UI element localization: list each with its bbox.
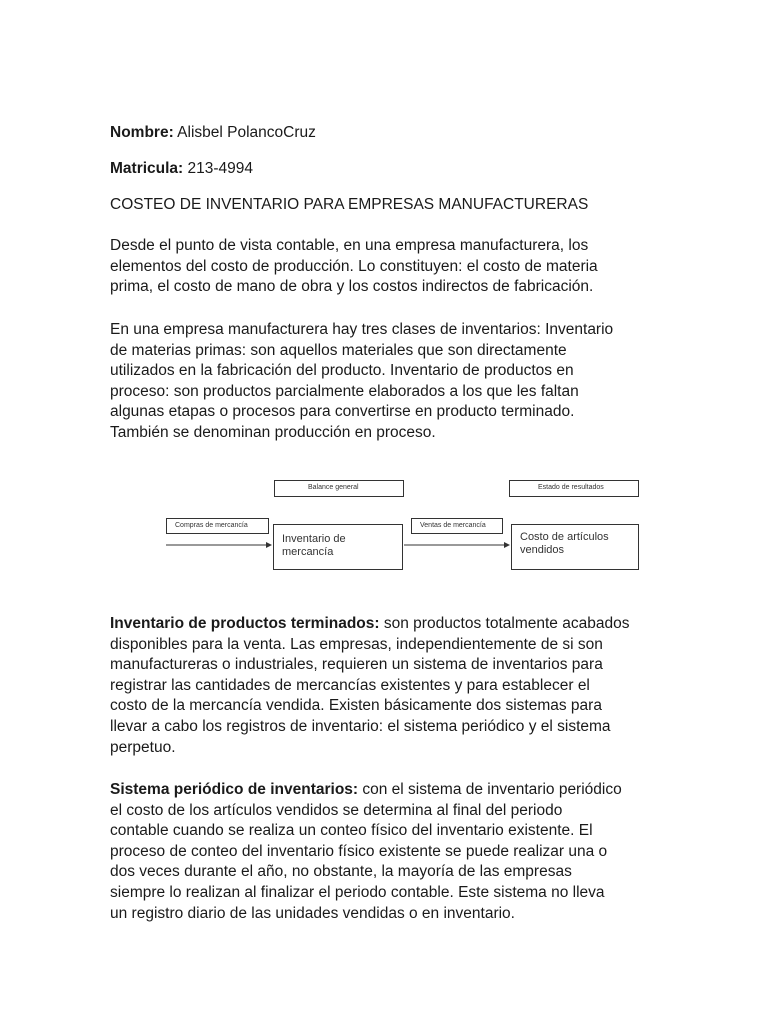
document-title: COSTEO DE INVENTARIO PARA EMPRESAS MANUFACTURERAS [110,196,589,213]
compras-label: Compras de mercancía [175,522,248,529]
paragraph-4 [110,780,670,924]
paragraph-line: En una empresa manufacturera hay tres clases de inventarios: Inventario [110,321,614,338]
costo-label-line-1: Costo de artículos [520,531,609,543]
paragraph-4-line-1: con el sistema de inventario periódico [358,781,622,798]
estado-resultados-label: Estado de resultados [538,484,604,491]
matricula-value: 213-4994 [183,160,254,177]
paragraph-line [110,614,670,635]
paragraph-line: un registro diario de las unidades vendidas o en inventario. [110,904,515,922]
matricula-line [110,160,253,178]
paragraph-3-line-1: son productos totalmente acabados [379,615,630,632]
paragraph-line: proceso: son productos parcialmente elaborados a los que les faltan [110,382,579,400]
paragraph-line: contable cuando se realiza un conteo físico del inventario existente. El [110,822,593,840]
costo-label-line-2: vendidos [520,544,565,556]
paragraph-2 [110,320,670,444]
paragraph-3-label: Inventario de productos terminados: [110,615,380,632]
paragraph-line: llevar a cabo los registros de inventario: el sistema periódico y el sistema [110,717,611,735]
inventario-label-line-1: Inventario de [282,533,346,545]
name-line [110,124,316,142]
matricula-label: Matricula: [110,160,184,177]
paragraph-line: dos veces durante el año, no obstante, la mayoría de las empresas [110,863,572,881]
inventory-flow-diagram [163,472,643,582]
paragraph-4-label: Sistema periódico de inventarios: [110,781,359,798]
inventario-label-line-2: mercancía [282,546,334,558]
name-label: Nombre: [110,124,174,141]
paragraph-line: disponibles para la venta. Las empresas, independientemente de si son [110,635,603,653]
ventas-label: Ventas de mercancía [420,522,486,529]
paragraph-line: proceso de conteo del inventario físico existente se puede realizar una o [110,842,608,860]
paragraph-line: También se denominan producción en proceso. [110,423,436,441]
flow-arrows [163,472,643,582]
paragraph-line [110,780,670,801]
paragraph-line: prima, el costo de mano de obra y los costos indirectos de fabricación. [110,278,594,296]
paragraph-line: siempre lo realizan al finalizar el periodo contable. Este sistema no lleva [110,883,605,901]
paragraph-line: algunas etapas o procesos para convertirse en producto terminado. [110,403,575,421]
name-value: Alisbel PolancoCruz [173,124,316,141]
paragraph-line: el costo de los artículos vendidos se determina al final del periodo [110,801,563,819]
paragraph-line: perpetuo. [110,738,176,756]
paragraph-line: elementos del costo de producción. Lo constituyen: el costo de materia [110,257,598,275]
paragraph-line: costo de la mercancía vendida. Existen básicamente dos sistemas para [110,697,602,715]
paragraph-line: registrar las cantidades de mercancías existentes y para establecer el [110,676,590,694]
paragraph-line: utilizados en la fabricación del producto. Inventario de productos en [110,362,574,380]
paragraph-line: de materias primas: son aquellos materiales que son directamente [110,341,567,359]
paragraph-3 [110,614,670,758]
paragraph-line: manufactureras o industriales, requieren un sistema de inventarios para [110,656,603,674]
paragraph-1 [110,236,670,298]
balance-general-label: Balance general [308,484,359,491]
paragraph-line: Desde el punto de vista contable, en una empresa manufacturera, los [110,237,589,254]
